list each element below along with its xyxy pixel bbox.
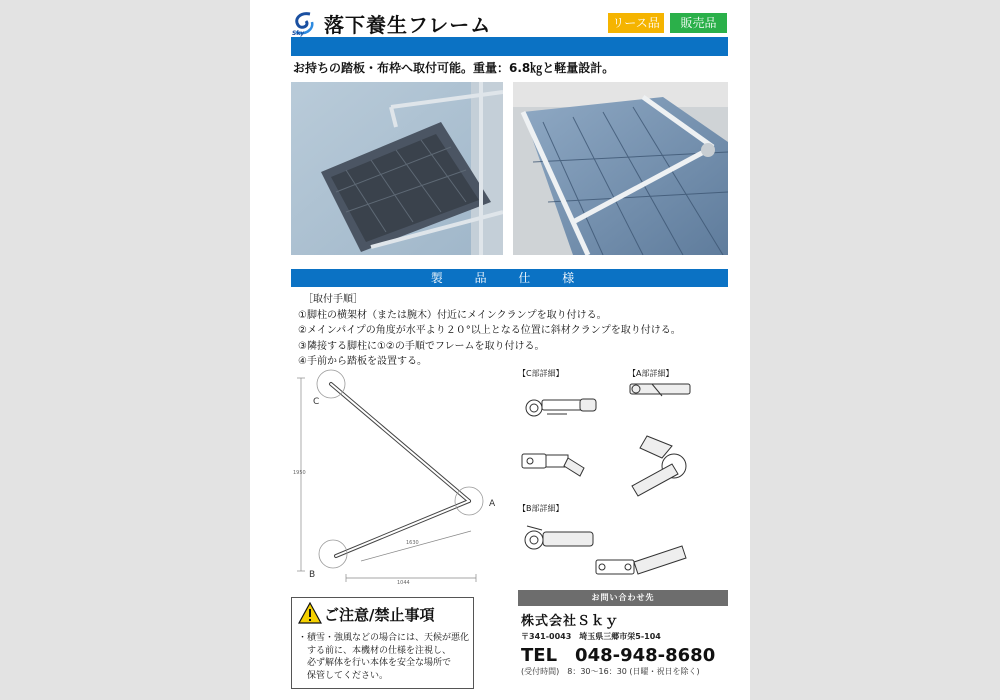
phone-number: TEL 048-948-8680	[521, 645, 716, 666]
dim-diagonal: 1630	[406, 540, 419, 546]
step-item: ③隣接する脚柱に①②の手順でフレームを取り付ける。	[298, 340, 545, 352]
tagline: お持ちの踏板・布枠へ取付可能。重量：6.8㎏と軽量設計。	[293, 61, 615, 75]
sale-badge: 販売品	[670, 13, 727, 33]
contact-bar: お問い合わせ先	[518, 590, 728, 606]
company-name: 株式会社Ｓｋｙ	[521, 614, 620, 629]
clamp-detail-drawings	[512, 366, 728, 588]
label-c: C	[313, 397, 320, 407]
caution-box	[291, 597, 474, 689]
detail-b-label: 【B部詳細】	[518, 504, 564, 513]
spec-section-title: 製 品 仕 様	[291, 269, 728, 287]
photo-frame-from-below	[291, 82, 503, 255]
detail-a-label: 【A部詳細】	[628, 369, 674, 378]
caution-text	[298, 632, 470, 682]
header-blue-bar	[291, 37, 728, 56]
business-hours: (受付時間) 8：30〜16：30 (日曜・祝日を除く)	[521, 667, 700, 676]
caution-line: 必ず解体を行い本体を安全な場所で	[298, 658, 452, 668]
company-address: 〒341-0043 埼玉県三郷市栄5-104	[521, 632, 661, 641]
warning-triangle-icon	[298, 602, 322, 624]
step-item: ②メインパイプの角度が水平より２０°以上となる位置に斜材クランプを取り付ける。	[298, 325, 681, 336]
dim-height: 1950	[293, 470, 306, 476]
label-b: B	[309, 570, 316, 580]
logo-text: Sky	[292, 30, 305, 37]
caution-line: ・積雪・強風などの場合には、天候が悪化	[298, 633, 470, 643]
caution-title: ご注意/禁止事項	[324, 606, 435, 624]
detail-c-label: 【C部詳細】	[518, 369, 564, 378]
caution-line: する前に、本機材の仕様を注視し、	[298, 645, 452, 656]
label-a: A	[489, 499, 496, 509]
caution-line: 保管してください。	[298, 670, 389, 681]
step-item: ④手前から踏板を設置する。	[298, 356, 427, 367]
steps-heading: ［取付手順］	[303, 294, 363, 305]
step-item: ①脚柱の横架材（または腕木）付近にメインクランプを取り付ける。	[298, 309, 607, 321]
installation-steps	[298, 292, 681, 370]
dim-width: 1044	[397, 580, 410, 586]
page-title: 落下養生フレーム	[324, 13, 492, 37]
photo-frame-from-above	[513, 82, 728, 255]
frame-side-diagram	[291, 366, 501, 588]
lease-badge: リース品	[608, 13, 664, 33]
